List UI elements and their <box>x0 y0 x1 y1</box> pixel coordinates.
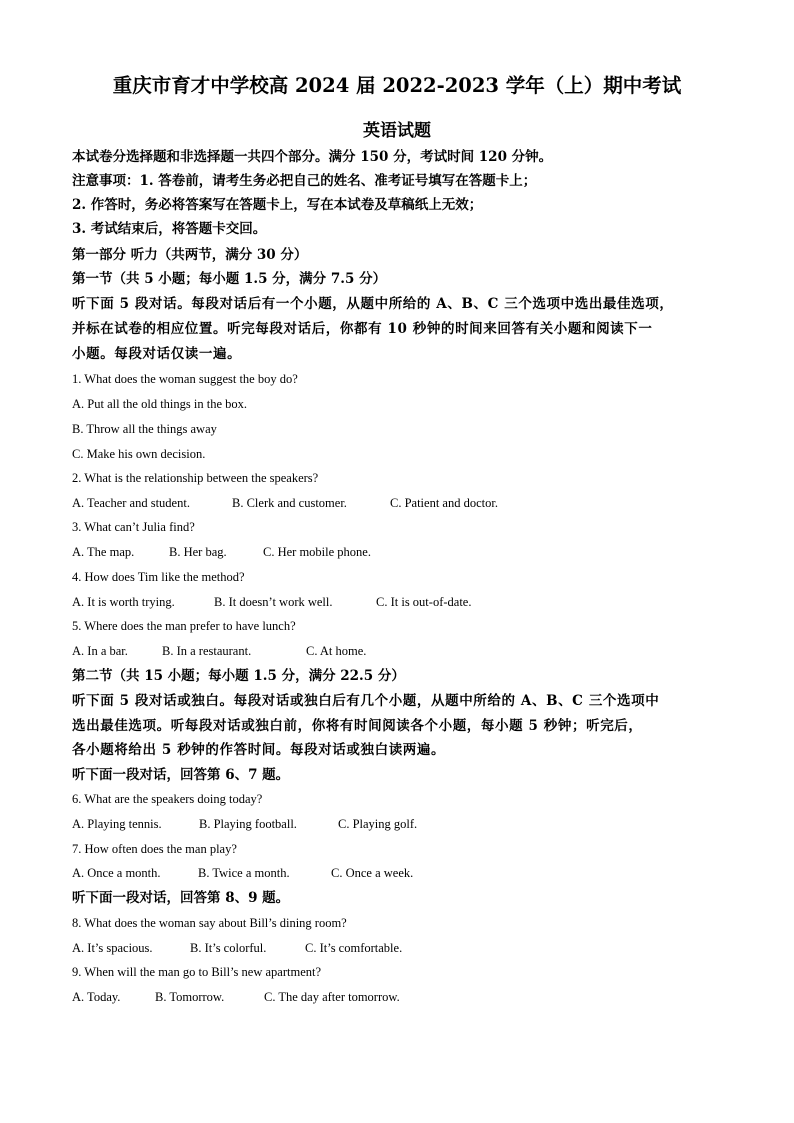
question-7-stem: 7. How often does the man play? <box>72 842 237 856</box>
question-2-options <box>72 495 498 511</box>
section1-heading: 第一节（共 5 小题；每小题 1.5 分，满分 7.5 分） <box>72 271 387 287</box>
section2-instruction-3: 各小题将给出 5 秒钟的作答时间。每段对话或独白读两遍。 <box>72 742 446 758</box>
question-9-option-c: C. The day after tomorrow. <box>264 990 400 1004</box>
question-6-option-c: C. Playing golf. <box>338 817 418 831</box>
section2-heading: 第二节（共 15 小题；每小题 1.5 分，满分 22.5 分） <box>72 668 405 684</box>
intro-line-3: 2. 作答时，务必将答案写在答题卡上，写在本试卷及草稿纸上无效； <box>72 197 483 213</box>
question-4-option-c: C. It is out-of-date. <box>376 595 472 609</box>
question-8-option-a: A. It’s spacious. <box>72 941 153 955</box>
question-9-option-a: A. Today. <box>72 990 121 1004</box>
question-2-stem: 2. What is the relationship between the speakers? <box>72 471 319 485</box>
intro-line-1: 本试卷分选择题和非选择题一共四个部分。满分 150 分，考试时间 120 分钟。 <box>72 149 553 165</box>
question-5-options <box>72 643 366 659</box>
question-1-stem: 1. What does the woman suggest the boy do? <box>72 372 298 386</box>
question-7-option-c: C. Once a week. <box>331 866 414 880</box>
exam-subtitle: 英语试题 <box>363 121 431 141</box>
section1-instruction-2: 并标在试卷的相应位置。听完每段对话后，你都有 10 秒钟的时间来回答有关小题和阅读下一 <box>72 321 653 337</box>
question-3-option-b: B. Her bag. <box>169 545 227 559</box>
exam-title: 重庆市育才中学校高 2024 届 2022-2023 学年（上）期中考试 <box>112 74 682 97</box>
part1-heading: 第一部分 听力（共两节，满分 30 分） <box>72 247 308 263</box>
section1-instruction-1: 听下面 5 段对话。每段对话后有一个小题，从题中所给的 A、B、C 三个选项中选出最佳选项， <box>72 296 674 312</box>
section2-instruction-1: 听下面 5 段对话或独白。每段对话或独白后有几个小题，从题中所给的 A、B、C 三个选项中 <box>72 693 660 709</box>
question-3-stem: 3. What can’t Julia find? <box>72 520 195 534</box>
question-2-option-c: C. Patient and doctor. <box>390 496 498 510</box>
section2-instruction-2: 选出最佳选项。听每段对话或独白前，你将有时间阅读各个小题，每小题 5 秒钟；听完后， <box>72 718 643 734</box>
question-8-options <box>72 940 402 956</box>
question-3-option-c: C. Her mobile phone. <box>263 545 371 559</box>
intro-line-2: 注意事项：1. 答卷前，请考生务必把自己的姓名、准考证号填写在答题卡上； <box>72 173 537 189</box>
question-8-option-b: B. It’s colorful. <box>190 941 267 955</box>
question-7-option-b: B. Twice a month. <box>198 866 290 880</box>
question-7-options <box>72 865 413 881</box>
question-6-stem: 6. What are the speakers doing today? <box>72 792 263 806</box>
section1-instruction-3: 小题。每段对话仅读一遍。 <box>72 346 242 362</box>
question-4-options <box>72 594 471 610</box>
question-7-option-a: A. Once a month. <box>72 866 161 880</box>
question-6-options <box>72 816 417 832</box>
question-3-options <box>72 544 371 560</box>
question-6-option-b: B. Playing football. <box>199 817 297 831</box>
question-5-option-c: C. At home. <box>306 644 367 658</box>
question-5-option-a: A. In a bar. <box>72 644 128 658</box>
question-3-option-a: A. The map. <box>72 545 135 559</box>
dialogue-group-8-9: 听下面一段对话，回答第 8、9 题。 <box>72 890 290 906</box>
intro-line-4: 3. 考试结束后，将答题卡交回。 <box>72 221 267 237</box>
question-1-option-b: B. Throw all the things away <box>72 422 217 436</box>
question-8-option-c: C. It’s comfortable. <box>305 941 403 955</box>
question-4-option-b: B. It doesn’t work well. <box>214 595 333 609</box>
question-4-stem: 4. How does Tim like the method? <box>72 570 245 584</box>
question-9-option-b: B. Tomorrow. <box>155 990 225 1004</box>
question-4-option-a: A. It is worth trying. <box>72 595 175 609</box>
question-5-option-b: B. In a restaurant. <box>162 644 252 658</box>
question-1-option-c: C. Make his own decision. <box>72 447 206 461</box>
question-1-option-a: A. Put all the old things in the box. <box>72 397 247 411</box>
question-9-options <box>72 989 400 1005</box>
question-6-option-a: A. Playing tennis. <box>72 817 162 831</box>
question-2-option-b: B. Clerk and customer. <box>232 496 347 510</box>
question-8-stem: 8. What does the woman say about Bill’s dining room? <box>72 916 347 930</box>
question-2-option-a: A. Teacher and student. <box>72 496 190 510</box>
question-5-stem: 5. Where does the man prefer to have lunch? <box>72 619 296 633</box>
dialogue-group-6-7: 听下面一段对话，回答第 6、7 题。 <box>72 767 290 783</box>
question-9-stem: 9. When will the man go to Bill’s new apartment? <box>72 965 322 979</box>
